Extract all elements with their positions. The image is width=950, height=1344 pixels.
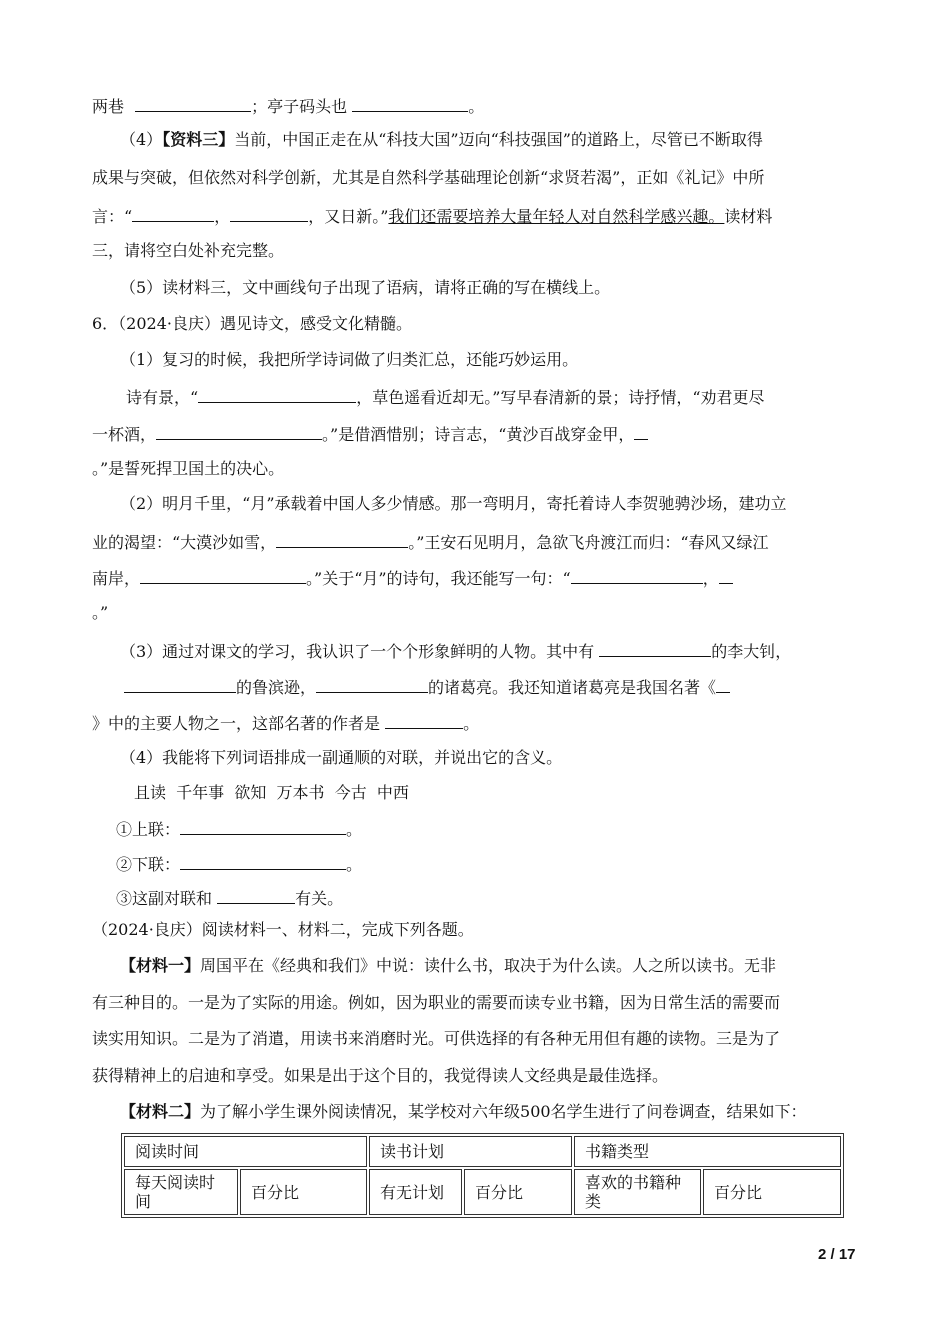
table-header-row: [124, 1136, 841, 1167]
q5-4-line-2: 成果与突破，但依然对科学创新，尤其是自然科学基础理论创新“求贤若渴”，正如《礼记》中所: [92, 168, 765, 187]
table-cell: 百分比: [703, 1169, 841, 1215]
table-cell: 每天阅读时间: [124, 1169, 238, 1215]
material-1-line-3: 读实用知识。二是为了消遣，用读书来消磨时光。可供选择的有各种无用但有趣的读物。三是为了: [92, 1029, 781, 1048]
table-cell: 百分比: [240, 1169, 367, 1215]
answer-blank[interactable]: [135, 95, 251, 112]
material-1-line-4: 获得精神上的启迪和享受。如果是出于这个目的，我觉得读人文经典是最佳选择。: [92, 1066, 669, 1085]
survey-table: [121, 1133, 844, 1218]
q6-3-line-3: 》中的主要人物之一，这部名著的作者是 。: [92, 714, 480, 733]
q6-2-line-4: 。”: [92, 603, 109, 622]
q6-heading: 6．（2024·良庆）遇见诗文，感受文化精髓。: [92, 314, 412, 333]
q6-2-line-3: 南岸， 。”关于“月”的诗句，我还能写一句：“ ，: [92, 567, 733, 589]
answer-blank[interactable]: [571, 567, 703, 584]
q6-1-intro: （1）复习的时候，我把所学诗词做了归类汇总，还能巧妙运用。: [120, 350, 579, 369]
answer-blank[interactable]: [132, 205, 214, 222]
table-cell: 有无计划: [369, 1169, 462, 1215]
q6-4-sub2: ②下联： 。: [116, 855, 363, 874]
q6-3-line-2: 的鲁滨逊， 的诸葛亮。我还知道诸葛亮是我国名著《: [124, 676, 730, 698]
q5-5-line: （5）读材料三，文中画线句子出现了语病，请将正确的写在横线上。: [120, 278, 611, 297]
q6-4-sub1: ①上联： 。: [116, 820, 363, 839]
page-number: 2 / 17: [818, 1246, 856, 1263]
answer-blank[interactable]: [217, 887, 295, 904]
answer-blank[interactable]: [276, 531, 408, 548]
material-1-line-2: 有三种目的。一是为了实际的用途。例如，因为职业的需要而读专业书籍，因为日常生活的需要而: [92, 993, 781, 1012]
table-header: 阅读时间: [124, 1136, 367, 1167]
table-cell: 喜欢的书籍种类: [574, 1169, 701, 1215]
q6-4-words: 且读 千年事 欲知 万本书 今古 中西: [134, 783, 409, 802]
q6-2-line-1: （2）明月千里，“月”承载着中国人多少情感。那一弯明月，寄托着诗人李贺驰骋沙场，建功立: [120, 494, 787, 513]
q5-4-line-4: 三，请将空白处补充完整。: [92, 241, 285, 260]
answer-blank[interactable]: [599, 640, 711, 657]
answer-blank[interactable]: [716, 676, 730, 693]
answer-blank[interactable]: [634, 423, 648, 440]
answer-blank[interactable]: [385, 712, 463, 729]
answer-blank[interactable]: [180, 818, 346, 835]
table-header: 读书计划: [369, 1136, 572, 1167]
q5-4-line-3: 言：“ ， ，又日新。”我们还需要培养大量年轻人对自然科学感兴趣。读材料: [92, 207, 773, 226]
answer-blank[interactable]: [230, 205, 308, 222]
q6-1-line-3: 。”是誓死捍卫国土的决心。: [92, 459, 285, 478]
q5-line-1: 两巷 ；亭子码头也 。: [92, 97, 485, 116]
q5-4-line-1: （4）【资料三】当前，中国正走在从“科技大国”迈向“科技强国”的道路上，尽管已不断取得: [120, 130, 763, 149]
table-header: 书籍类型: [574, 1136, 841, 1167]
answer-blank[interactable]: [140, 567, 306, 584]
q7-heading: （2024·良庆）阅读材料一、材料二，完成下列各题。: [92, 920, 474, 939]
material-2-line-1: 【材料二】为了解小学生课外阅读情况，某学校对六年级500名学生进行了问卷调查，结果如下：: [120, 1102, 807, 1121]
q6-4-sub3: ③这副对联和 有关。: [116, 889, 344, 908]
answer-blank[interactable]: [124, 676, 236, 693]
answer-blank[interactable]: [198, 386, 356, 403]
answer-blank[interactable]: [156, 423, 322, 440]
answer-blank[interactable]: [352, 95, 468, 112]
q6-1-line-2: 一杯酒， 。”是借酒惜别；诗言志，“黄沙百战穿金甲，: [92, 423, 648, 445]
table-cell: 百分比: [464, 1169, 572, 1215]
q6-1-line-1: 诗有景，“ ，草色遥看近却无。”写早春清新的景；诗抒情，“劝君更尽: [126, 388, 765, 407]
answer-blank[interactable]: [316, 676, 428, 693]
q6-2-line-2: 业的渴望：“大漠沙如雪， 。”王安石见明月，急欲飞舟渡江而归：“春风又绿江: [92, 533, 769, 552]
table-row: [124, 1169, 841, 1215]
material-1-line-1: 【材料一】周国平在《经典和我们》中说：读什么书，取决于为什么读。人之所以读书。无非: [120, 956, 777, 975]
answer-blank[interactable]: [180, 853, 346, 870]
q6-4-intro: （4）我能将下列词语排成一副通顺的对联，并说出它的含义。: [120, 748, 563, 767]
answer-blank[interactable]: [719, 567, 733, 584]
q6-3-line-1: （3）通过对课文的学习，我认识了一个个形象鲜明的人物。其中有 的李大钊，: [120, 642, 792, 661]
underlined-sentence: 我们还需要培养大量年轻人对自然科学感兴趣。: [388, 207, 725, 226]
